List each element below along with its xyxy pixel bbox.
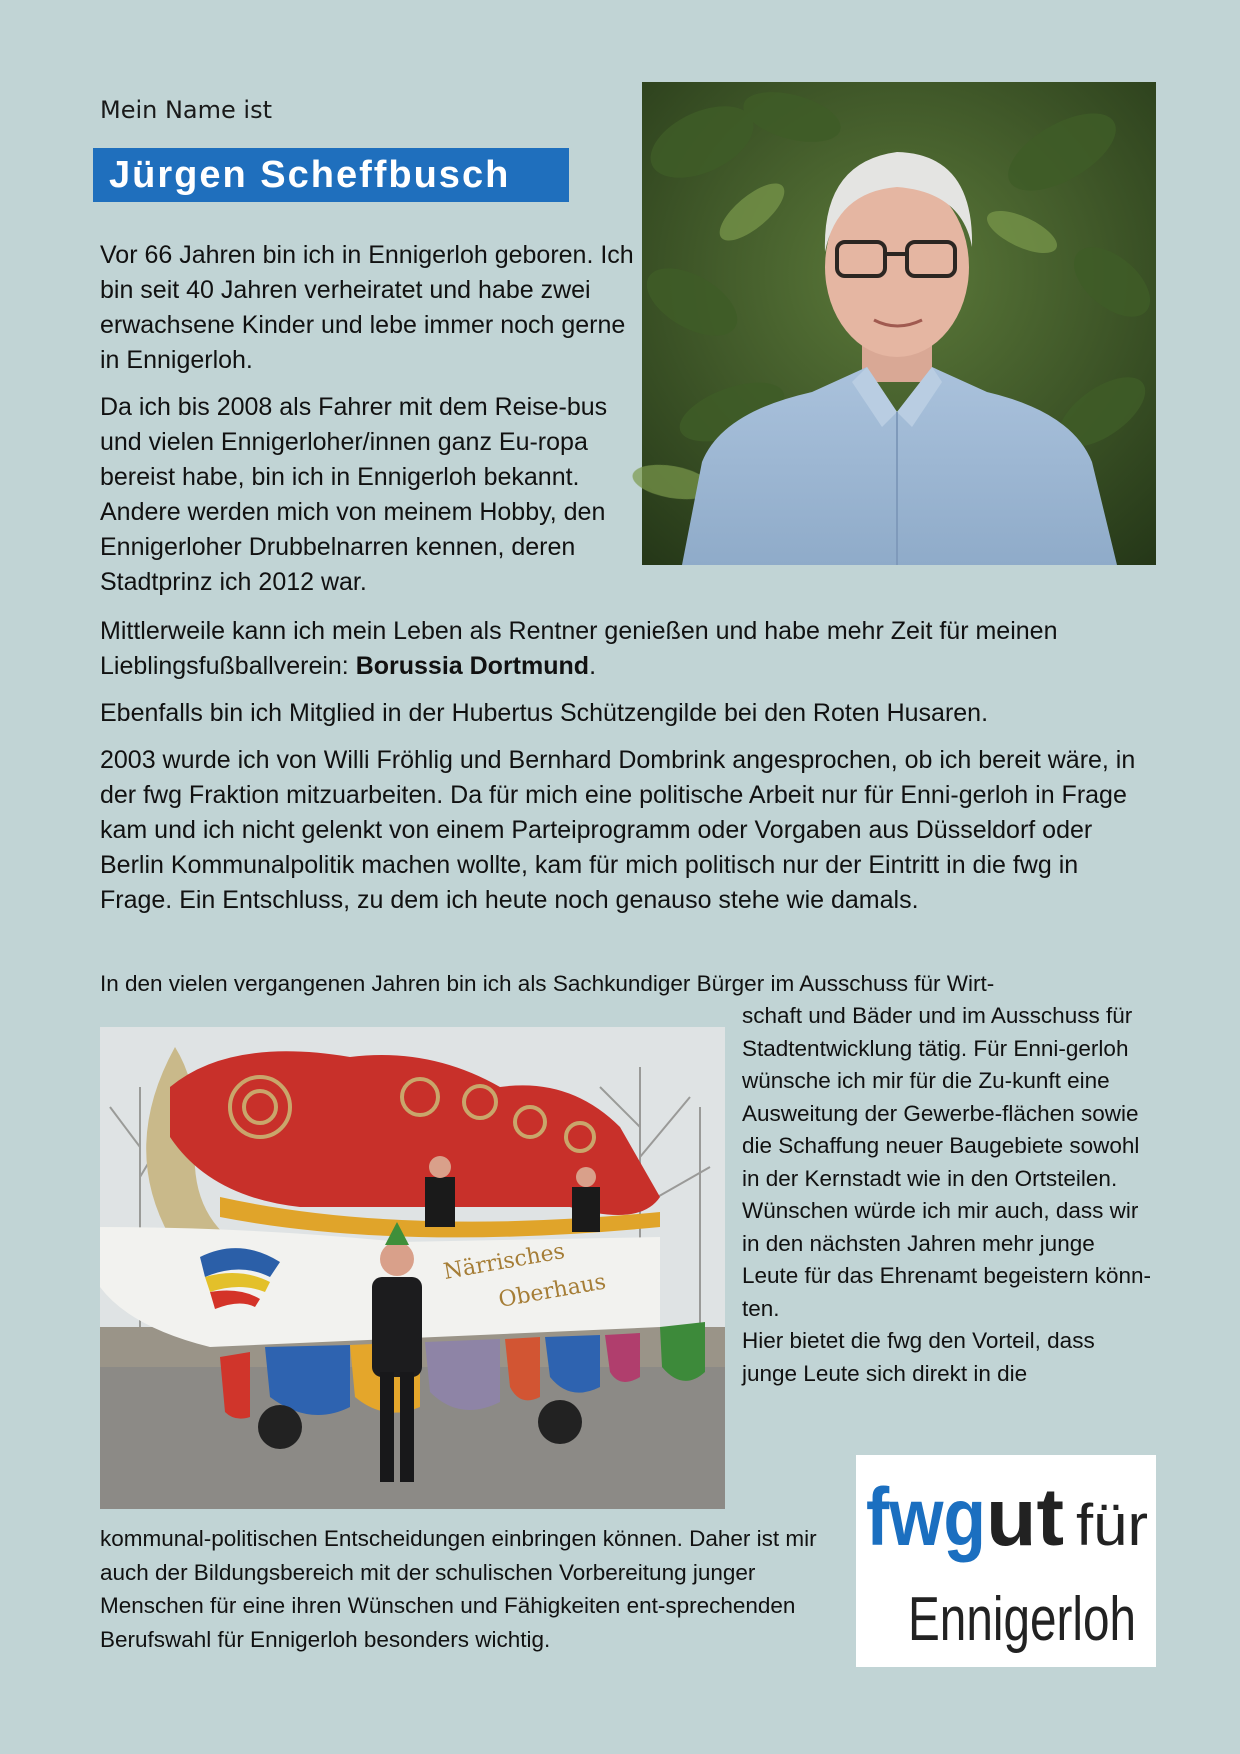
committee-tail: kommunal-politischen Entscheidungen einbringen können. Daher ist mir auch der Bildungsbereich mit der schulischen Vorbereitung junger Menschen für eine ihren Wünschen und Fähigkeiten ent-sprechenden Berufswahl für Ennigerloh besonders wichtig. [100,1526,817,1652]
carnival-float-photo [100,1027,725,1509]
portrait-photo [642,82,1156,565]
bio-main [100,614,1140,930]
committee-side [742,1000,1152,1390]
intro-text: Mein Name ist [100,96,272,124]
football-period: . [589,652,597,680]
logo-fuer: für [1076,1493,1148,1558]
bio-paragraph-driver: Da ich bis 2008 als Fahrer mit dem Reise-bus und vielen Ennigerloher/innen ganz Eu-ropa bereist habe, bin ich in Ennigerloh bekannt. Andere werden mich von meinem Hobby, den Ennigerloher Drubbelnarren kennen, deren Stadtprinz ich 2012 war. [100,393,608,596]
football-club: Borussia Dortmund [355,652,590,680]
logo-fwg: fwg [866,1472,986,1563]
float-banner-line2: Oberhaus [496,1269,608,1313]
fwg-logo [856,1455,1156,1667]
logo-town: Ennigerloh [908,1585,1136,1654]
committee-side-text-2: Hier bietet die fwg den Vorteil, dass junge Leute sich direkt in die [742,1328,1095,1386]
bio-paragraph-fwg: 2003 wurde ich von Willi Fröhlig und Bernhard Dombrink angesprochen, ob ich bereit wäre, in der fwg Fraktion mitzuarbeiten. Da für mich eine politische Arbeit nur für Enni-gerloh in Frage kam und ich nicht gelenkt von einem Parteiprogramm oder Vorgaben aus Düsseldorf oder Berlin Kommunalpolitik machen wollte, kam für mich politisch nur der Eintritt in die fwg in Frage. Ein Entschluss, zu dem ich heute noch genauso stehe wie damals. [100,746,1136,914]
bio-paragraph-birth: Vor 66 Jahren bin ich in Ennigerloh geboren. Ich bin seit 40 Jahren verheiratet und habe zwei erwachsene Kinder und lebe immer noch gerne in Ennigerloh. [100,241,634,374]
committee-side-text: schaft und Bäder und im Ausschuss für Stadtentwicklung tätig. Für Enni-gerloh wünsche ich mir für die Zu-kunft eine Ausweitung der Gewerbe-flächen sowie die Schaffung neuer Baugebiete sowohl in der Kernstadt wie in den Ortsteilen. Wünschen würde ich mir auch, dass wir in den nächsten Jahren mehr junge Leute für das Ehrenamt begeistern könn-ten. [742,1003,1151,1321]
logo-ut: ut [986,1472,1064,1563]
bio-paragraph-football [100,614,1140,684]
bio-paragraph-club: Ebenfalls bin ich Mitglied in der Hubertus Schützengilde bei den Roten Husaren. [100,699,989,727]
committee-lead: In den vielen vergangenen Jahren bin ich als Sachkundiger Bürger im Ausschuss für Wirt- [100,971,995,996]
float-banner-line1: Närrisches [441,1239,567,1285]
football-text: Mittlerweile kann ich mein Leben als Rentner genießen und habe mehr Zeit für meinen Lieblingsfußballverein: [100,617,1058,680]
bio-intro [100,238,640,612]
name-heading: Jürgen Scheffbusch [93,148,569,202]
